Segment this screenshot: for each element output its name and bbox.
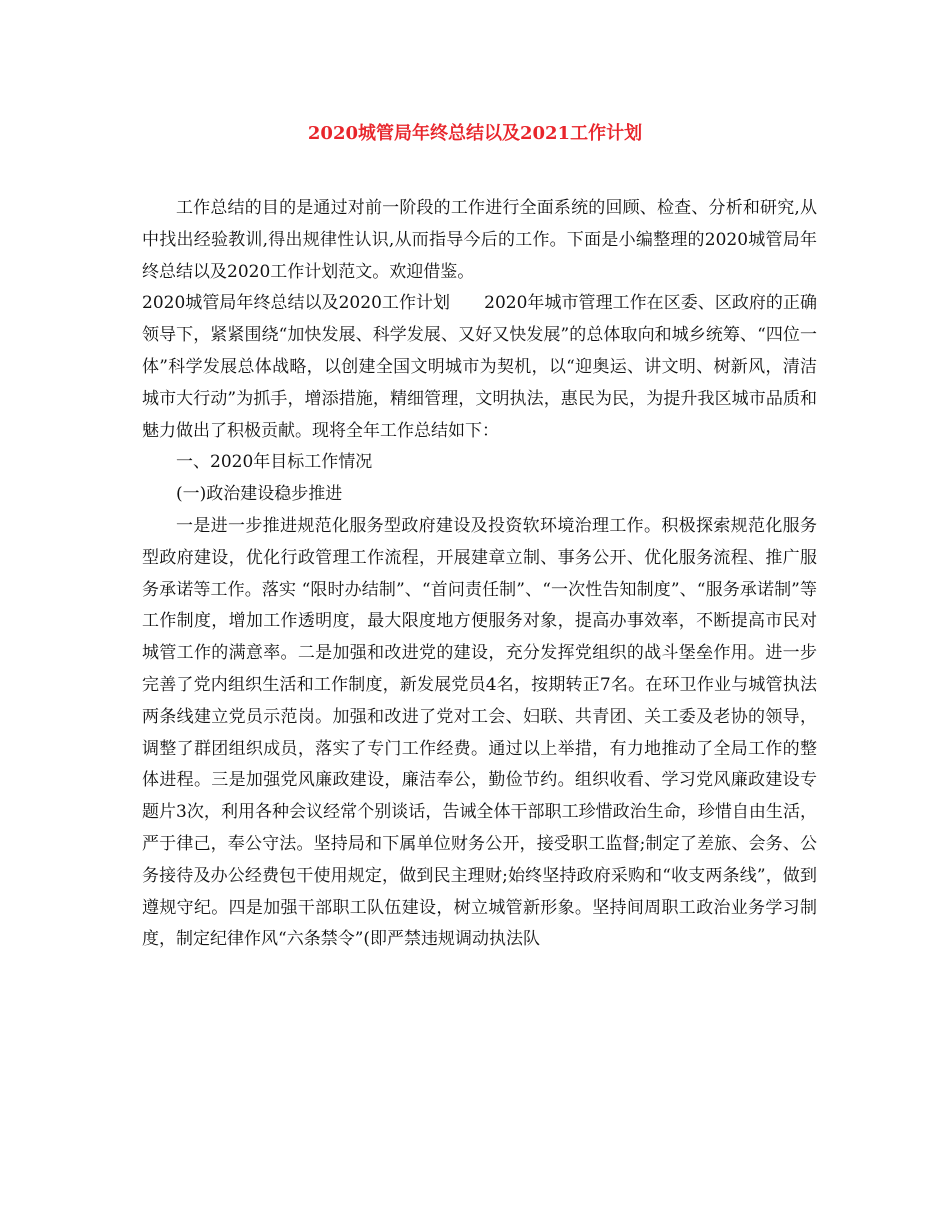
document-body <box>142 193 817 956</box>
subsection-heading: (一)政治建设稳步推进 <box>176 484 343 505</box>
intro-paragraph: 工作总结的目的是通过对前一阶段的工作进行全面系统的回顾、检查、分析和研究,从中找出经验教训,得出规律性认识,从而指导今后的工作。下面是小编整理的2020城管局年终总结以及2020工作计划范文。欢迎借鉴。 <box>142 198 817 282</box>
section-heading: 一、2020年目标工作情况 <box>176 452 373 473</box>
body-paragraph: 一是进一步推进规范化服务型政府建设及投资软环境治理工作。积极探索规范化服务型政府建设，优化行政管理工作流程，开展建章立制、事务公开、优化服务流程、推广服务承诺等工作。落实 “限时办结制”、“首问责任制”、“一次性告知制度”、“服务承诺制”等工作制度，增加工作透明度，最大限度地方便服务对象，提高办事效率，不断提高市民对城管工作的满意率。二是加强和改进党的建设，充分发挥党组织的战斗堡垒作用。进一步完善了党内组织生活和工作制度，新发展党员4名，按期转正7名。在环卫作业与城管执法两条线建立党员示范岗。加强和改进了党对工会、妇联、共青团、关工委及老协的领导，调整了群团组织成员，落实了专门工作经费。通过以上举措，有力地推动了全局工作的整体进程。三是加强党风廉政建设，廉洁奉公，勤俭节约。组织收看、学习党风廉政建设专题片3次，利用各种会议经常个别谈话，告诫全体干部职工珍惜政治生命，珍惜自由生活，严于律己，奉公守法。坚持局和下属单位财务公开，接受职工监督;制定了差旅、会务、公务接待及办公经费包干使用规定，做到民主理财;始终坚持政府采购和“收支两条线”，做到遵规守纪。四是加强干部职工队伍建设，树立城管新形象。坚持间周职工政治业务学习制度，制定纪律作风“六条禁令”(即严禁违规调动执法队 <box>142 515 817 950</box>
summary-paragraph: 2020城管局年终总结以及2020工作计划 2020年城市管理工作在区委、区政府的正确领导下，紧紧围绕“加快发展、科学发展、又好又快发展”的总体取向和城乡统筹、“四位一体”科学发展总体战略，以创建全国文明城市为契机，以“迎奥运、讲文明、树新风，清洁城市大行动”为抓手，增添措施，精细管理，文明执法，惠民为民，为提升我区城市品质和魅力做出了积极贡献。现将全年工作总结如下： <box>142 293 817 441</box>
document-title: 2020城管局年终总结以及2021工作计划 <box>307 123 643 144</box>
